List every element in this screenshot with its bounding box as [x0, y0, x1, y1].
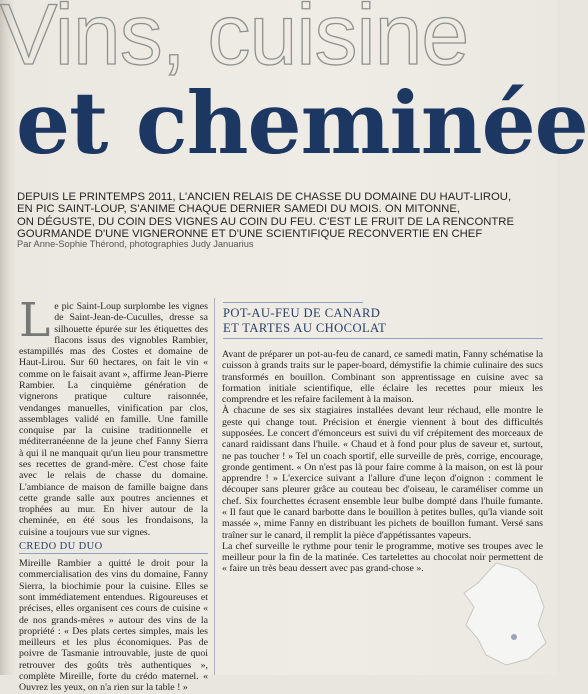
column-divider — [214, 298, 215, 675]
byline: Par Anne-Sophie Thérond, photographies Judy Januarius — [17, 239, 254, 249]
heading-rule-bottom — [223, 338, 543, 339]
lede-line: EN PIC SAINT-LOUP, S'ANIME CHAQUE DERNIER SAMEDI DU MOIS. ON MITONNE, — [17, 203, 461, 216]
credo-paragraph: Mireille Rambier a quitté le droit pour la commercialisation des vins du domaine, Fanny Sierra, la biochimie pour la cuisine. Elles se sont immédiatement entendues. Rigoureuses et précises, elles organisent ces cours de cuisine « de nos grands-mères » autour des vins de la propriété : « Des plats certes simples, mais les meilleurs et les plus économiques. Pas de poivre de Tasmanie introuvable, juste de quoi retrouver des goûts très authentiques », complète Mireille, forte du crédo maternel. « Ouvrez les yeux, on n'a rien sur la table ! » — [19, 558, 208, 694]
heading-line-1: POT-AU-FEU DE CANARD — [223, 306, 381, 320]
title-line-1: Vins, cuisine — [0, 0, 469, 83]
lede-line: ON DÉGUSTE, DU COIN DES VIGNES AU COIN DU FEU. C'EST LE FRUIT DE LA RENCONTRE — [17, 215, 514, 228]
right-column — [222, 349, 543, 575]
left-column — [19, 293, 208, 694]
lede-line: GOURMANDE D'UNE VIGNERONNE ET D'UNE SCIENTIFIQUE RECONVERTIE EN CHEF — [17, 228, 483, 241]
heading-rule-top — [223, 302, 363, 303]
intro-paragraph — [19, 293, 208, 538]
lede-paragraph — [17, 191, 547, 241]
heading-line-2: ET TARTES AU CHOCOLAT — [223, 320, 387, 335]
subheading-credo: CREDO DU DUO — [19, 541, 208, 554]
title-line-2: et cheminée — [16, 74, 588, 174]
paragraph: La chef surveille le rythme pour tenir le programme, motive ses troupes avec le meilleur pour la fin de la matinée. Ces tartelettes au chocolat noir permettent de « faire un très beau dessert avec pas grand-chose ». — [222, 540, 543, 575]
drop-cap: L — [19, 293, 51, 348]
intro-text: e pic Saint-Loup surplombe les vignes de Saint-Jean-de-Cuculles, dresse sa silhouette épurée sur les étiquettes des flacons issus des vignobles Rambier, estampillés mas des Costes et domaine de Haut-Lirou. Sur 60 hectares, on fait le vin « comme on le faisait avant », affirme Jean-Pierre Rambier. La cinquième génération de vignerons pratique culture raisonnée, vendanges manuelles, vinification par clos, assemblages validé en famille. Une famille conquise par la cuisine traditionnelle et méditerranéenne de la jeune chef Fanny Sierra à qui il ne manquait qu'un lieu pour transmettre ses recettes de grand-mère. C'est chose faite avec le relais de chasse du domaine. L'ambiance de maison de famille baigne dans cette grande salle aux poutres anciennes et trophées au mur. En hiver autour de la cheminée, en été sous les frondaisons, la cuisine a toujours vue sur vignes. — [19, 301, 208, 538]
france-map-icon — [456, 555, 557, 675]
paragraph: Avant de préparer un pot-au-feu de canard, ce samedi matin, Fanny schématise la cuisson à grands traits sur le paper-board, démystifie la chimie culinaire des sucs transformés en bouillon. Combinant son apprentissage en cuisine avec sa formation initiale scientifique, elle éclaire les recettes pour mieux les comprendre et les refaire facilement à la maison. — [222, 349, 543, 406]
lede-line: DEPUIS LE PRINTEMPS 2011, L'ANCIEN RELAIS DE CHASSE DU DOMAINE DU HAUT-LIROU, — [17, 191, 512, 203]
right-column-heading — [223, 302, 543, 339]
paragraph: À chacune de ses six stagiaires installées devant leur réchaud, elle montre le geste qui change tout. Précision et énergie viennent à bout des difficultés supposées. Le concert d'émonceurs est suivi du vif crépitement des morceaux de canard raidissant dans l'huile. « Chaud et à fond pour plus de saveur et, surtout, ne pas toucher ! » Tel un coach sportif, elle surveille de près, corrige, encourage, gronde gentiment. « On n'est pas là pour faire comme à la maison, on est là pour apprendre ! » L'exercice suivant a l'allure d'une leçon d'oignon : comment le découper sans pleurer grâce au couteau bec d'oiseau, le caraméliser comme un chef. Six fourchettes écrasent ensemble leur bulbe dompté dans l'huile fumante. « Il faut que le canard barbotte dans le bouillon à petites bulles, qu'la viande soit massée », mime Fanny en distribuant les pichets de bouillon fumant. Versé sans traîner sur le canard, il remplit la pièce d'appétissantes vapeurs. — [222, 405, 543, 541]
